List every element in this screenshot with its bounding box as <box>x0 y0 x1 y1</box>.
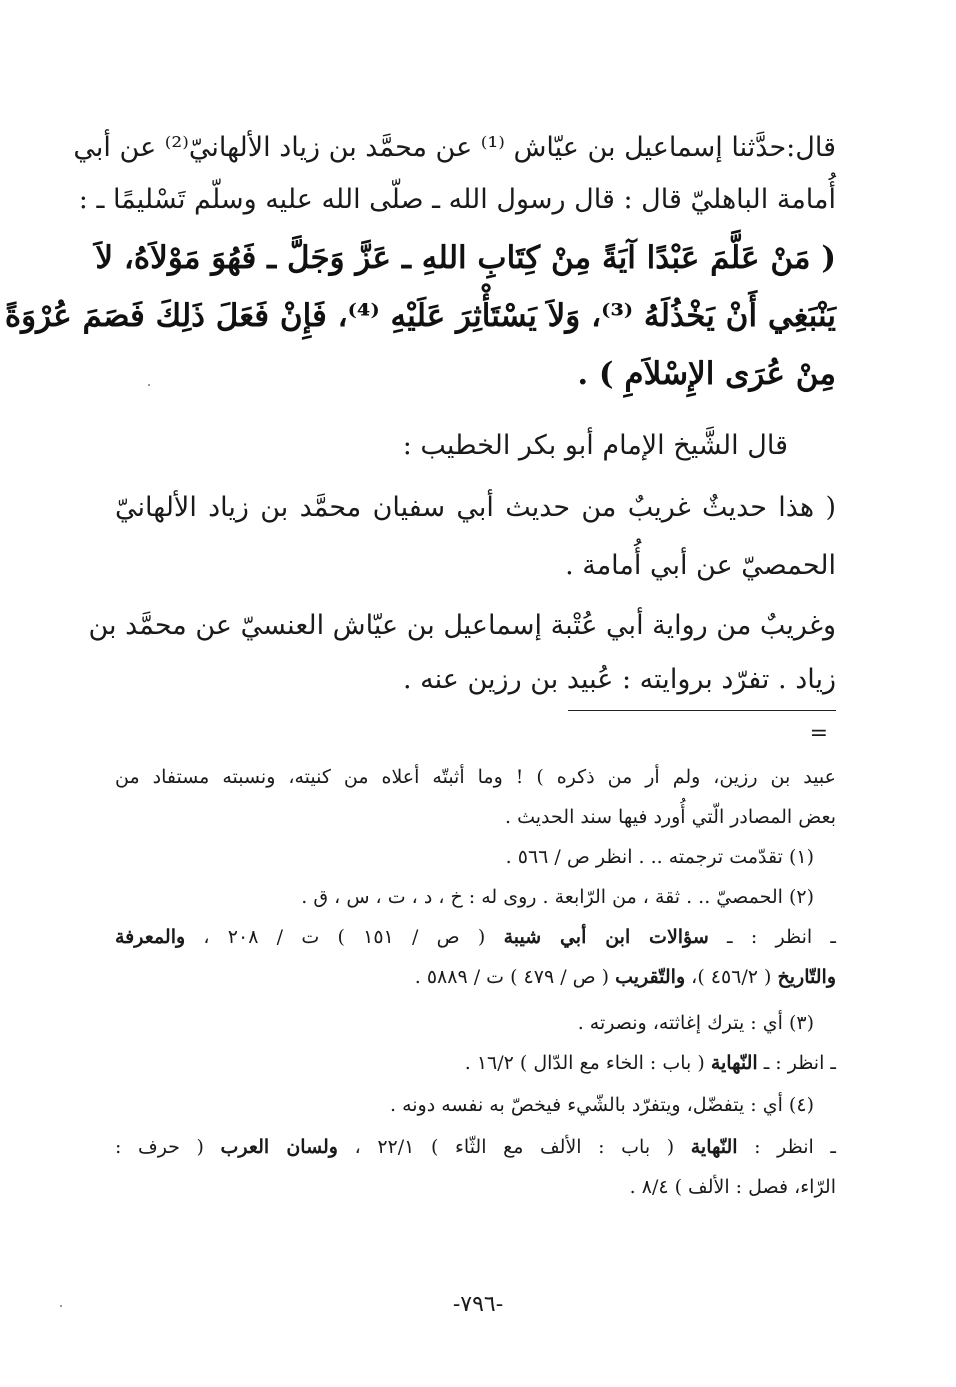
reference-prefix: ـ انظر : <box>737 1136 836 1158</box>
source-title: النّهاية <box>690 1136 738 1158</box>
hadith-line-3: مِنْ عُرَى الإِسْلاَمِ ) . <box>577 356 836 392</box>
source-title: والتّاريخ <box>777 966 836 988</box>
reference-detail: ( ص / ١٥١ ) ت / ٢٠٨ ، <box>185 926 504 948</box>
footnote-3: (٣) أي : يترك إغاثته، ونصرته . <box>577 1012 814 1034</box>
source-title: والمعرفة <box>115 926 186 948</box>
isnad-line-1: قال:حدَّثنا إسماعيل بن عيّاش ⁽¹⁾ عن محمَّد بن زياد الألهانيّ⁽²⁾ عن أبي <box>73 132 836 163</box>
comment-line-3: وغريبٌ من رواية أبي عُتْبة إسماعيل بن عيّاش العنسيّ عن محمَّد بن <box>88 610 836 641</box>
reference-detail: ( باب : الخاء مع الدّال ) ١٦/٢ . <box>464 1052 711 1074</box>
source-title: سؤالات ابن أبي شيبة <box>503 926 709 948</box>
footnote-4-reference-line-2: الرّاء، فصل : الألف ) ٨/٤ . <box>629 1176 836 1198</box>
page-number: -٧٩٦- <box>452 1292 504 1317</box>
footnote-2-reference-line-1 <box>115 922 836 952</box>
comment-line-2: الحمصيّ عن أبي أُمامة . <box>565 550 836 581</box>
footnote-continuation-line-2: بعض المصادر الّتي أُورد فيها سند الحديث . <box>505 806 836 828</box>
footnote-2-reference-line-2 <box>415 962 836 992</box>
scan-speck <box>148 384 150 386</box>
reference-detail: ( ٤٥٦/٢ )، <box>685 966 778 988</box>
footnote-4-reference-line-1 <box>115 1132 836 1162</box>
comment-line-1: ( هذا حديثٌ غريبٌ من حديث أبي سفيان محمَّد بن زياد الألهانيّ <box>115 492 836 523</box>
reference-detail: ( حرف : <box>115 1136 221 1158</box>
footnote-4: (٤) أي : يتفضّل، ويتفرّد بالشّيء فيخصّ به نفسه دونه . <box>390 1094 814 1116</box>
footnote-3-reference <box>465 1048 836 1078</box>
footnote-separator <box>568 710 836 711</box>
isnad-line-2: أُمامة الباهليّ قال : قال رسول الله ـ صلّى الله عليه وسلّم تَسْليمًا ـ : <box>78 184 836 215</box>
footnote-2: (٢) الحمصيّ .. . ثقة ، من الرّابعة . روى له : خ ، د ، ت ، س ، ق . <box>301 886 814 908</box>
continuation-mark: = <box>809 721 828 746</box>
source-title: النّهاية <box>710 1052 758 1074</box>
footnote-1: (١) تقدّمت ترجمته .. . انظر ص / ٥٦٦ . <box>505 846 814 868</box>
reference-detail: ( ص / ٤٧٩ ) ت / ٥٨٨٩ . <box>414 966 616 988</box>
reference-prefix: ـ انظر : ـ <box>708 926 836 948</box>
hadith-line-1: ( مَنْ عَلَّمَ عَبْدًا آيَةً مِنْ كِتَابِ اللهِ ـ عَزَّ وَجَلَّ ـ فَهُوَ مَوْلاَهُ، لاَ <box>95 240 836 276</box>
sheikh-heading: قال الشَّيخ الإمام أبو بكر الخطيب : <box>402 430 788 461</box>
scan-speck <box>60 1305 62 1307</box>
comment-line-4: زياد . تفرّد بروايته : عُبيد بن رزين عنه . <box>402 664 836 695</box>
footnote-continuation-line-1: عبيد بن رزين، ولم أر من ذكره ) ! وما أثبتّه أعلاه من كنيته، ونسبته مستفاد من <box>115 766 836 788</box>
reference-prefix: ـ انظر : ـ <box>757 1052 836 1074</box>
source-title: والتّقريب <box>615 966 686 988</box>
source-title: ولسان العرب <box>220 1136 338 1158</box>
hadith-line-2: يَنْبَغِي أَنْ يَخْذُلَهُ ⁽³⁾، وَلاَ يَسْتَأْثِرَ عَلَيْهِ ⁽⁴⁾، فَإِنْ فَعَلَ ذَلِكَ فَصَمَ عُرْوَةً <box>4 298 836 334</box>
reference-detail: ( باب : الألف مع الثّاء ) ٢٢/١ ، <box>337 1136 691 1158</box>
